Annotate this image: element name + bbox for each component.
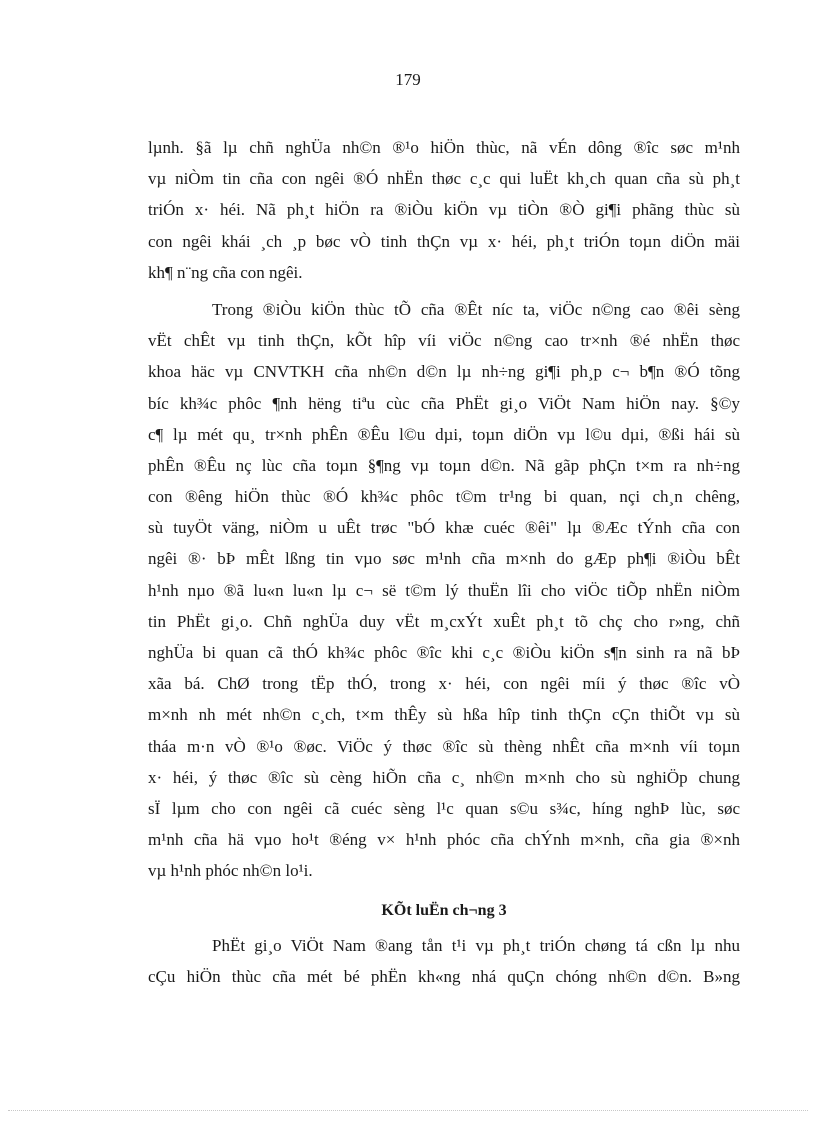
text-line: Trong ®iÒu kiÖn thùc tÕ cña ®Êt níc ta, viÖc n©ng cao ®êi sèng bbox=[212, 299, 740, 319]
text-line: tin PhËt gi¸o. Chñ nghÜa duy vËt m¸cxÝt xuÊt ph¸t tõ chç cho r»ng, chñ bbox=[148, 611, 740, 631]
text-line: ngêi ®· bÞ mÊt lßng tin vµo søc m¹nh cña m×nh do gÆp ph¶i ®iÒu bÊt bbox=[148, 549, 740, 569]
text-line: cÇu hiÖn thùc cña mét bé phËn kh«ng nhá quÇn chóng nh©n d©n. B»ng bbox=[148, 966, 740, 986]
text-line: c¶ lµ mét qu¸ tr×nh phÊn ®Êu l©u dµi, toµn diÖn vµ l©u dµi, ®ßi hái sù bbox=[148, 424, 740, 444]
text-line: m×nh nh mét nh©n c¸ch, t×m thÊy sù hßa hîp tinh thÇn cÇn thiÕt vµ sù bbox=[148, 705, 740, 725]
section-heading: KÕt luËn ch¬ng 3 bbox=[381, 901, 507, 919]
text-line: h¹nh nµo ®ã lu«n lu«n lµ c¬ së t©m lý thuËn lîi cho viÖc tiÕp nhËn niÒm bbox=[148, 580, 740, 600]
text-line: m¹nh cña hä vµo ho¹t ®éng v× h¹nh phóc cña chÝnh m×nh, cña gia ®×nh bbox=[148, 830, 740, 850]
text-line: sù tuyÖt väng, niÒm u uÊt trøc "bÓ khæ cuéc ®êi" lµ ®Æc tÝnh cña con bbox=[148, 518, 740, 538]
page-bottom-border bbox=[8, 1110, 808, 1111]
text-line: sÏ lµm cho con ngêi cã cuéc sèng l¹c quan s©u s¾c, híng nghÞ lùc, søc bbox=[148, 798, 740, 818]
text-line: lµnh. §ã lµ chñ nghÜa nh©n ®¹o hiÖn thùc, nã vÉn dông ®îc søc m¹nh bbox=[148, 138, 740, 157]
text-line: x· héi, ý thøc ®îc sù cèng hiÕn cña c¸ nh©n m×nh cho sù nghiÖp chung bbox=[148, 767, 740, 787]
text-line: con ®êng hiÖn thùc ®Ó kh¾c phôc t©m tr¹ng bi quan, nçi ch¸n chêng, bbox=[148, 487, 740, 507]
text-line: khoa häc vµ CNVTKH cña nh©n d©n lµ nh÷ng gi¶i ph¸p c¬ b¶n ®Ó tõng bbox=[148, 362, 740, 382]
page-number: 179 bbox=[395, 70, 421, 89]
text-line: phÊn ®Êu nç lùc cña toµn §¶ng vµ toµn d©n. Nã gãp phÇn t×m ra nh÷ng bbox=[148, 455, 740, 475]
text-line: PhËt gi¸o ViÖt Nam ®ang tån t¹i vµ ph¸t triÓn chøng tá cßn lµ nhu bbox=[212, 935, 740, 955]
text-line: vµ niÒm tin cña con ngêi ®Ó nhËn thøc c¸c qui luËt kh¸ch quan cña sù ph¸t bbox=[148, 169, 740, 189]
text-line: vµ h¹nh phóc nh©n lo¹i. bbox=[148, 861, 313, 881]
text-line: vËt chÊt vµ tinh thÇn, kÕt hîp víi viÖc n©ng cao tr×nh ®é nhËn thøc bbox=[148, 331, 740, 351]
paragraph-1 bbox=[148, 132, 740, 288]
text-line: bíc kh¾c phôc ¶nh hëng tiªu cùc cña PhËt gi¸o ViÖt Nam hiÖn nay. §©y bbox=[148, 393, 740, 413]
paragraph-2 bbox=[148, 294, 740, 887]
document-body bbox=[148, 132, 740, 992]
text-line: triÓn x· héi. Nã ph¸t hiÖn ra ®iÒu kiÖn vµ tiÒn ®Ò gi¶i phãng thùc sù bbox=[148, 200, 740, 220]
paragraph-3 bbox=[148, 930, 740, 992]
text-line: nghÜa bi quan cã thÓ kh¾c phôc ®îc khi c¸c ®iÒu kiÖn s¶n sinh ra nã bÞ bbox=[148, 643, 740, 662]
text-line: xãa bá. ChØ trong tËp thÓ, trong x· héi, con ngêi míi ý thøc ®îc vÒ bbox=[148, 674, 740, 694]
text-line: tháa m·n vÒ ®¹o ®øc. ViÖc ý thøc ®îc sù thèng nhÊt cña m×nh víi toµn bbox=[148, 736, 740, 756]
text-line: con ngêi khái ¸ch ¸p bøc vÒ tinh thÇn vµ x· héi, ph¸t triÓn toµn diÖn mäi bbox=[148, 231, 740, 251]
text-line: kh¶ n¨ng cña con ngêi. bbox=[148, 262, 303, 282]
